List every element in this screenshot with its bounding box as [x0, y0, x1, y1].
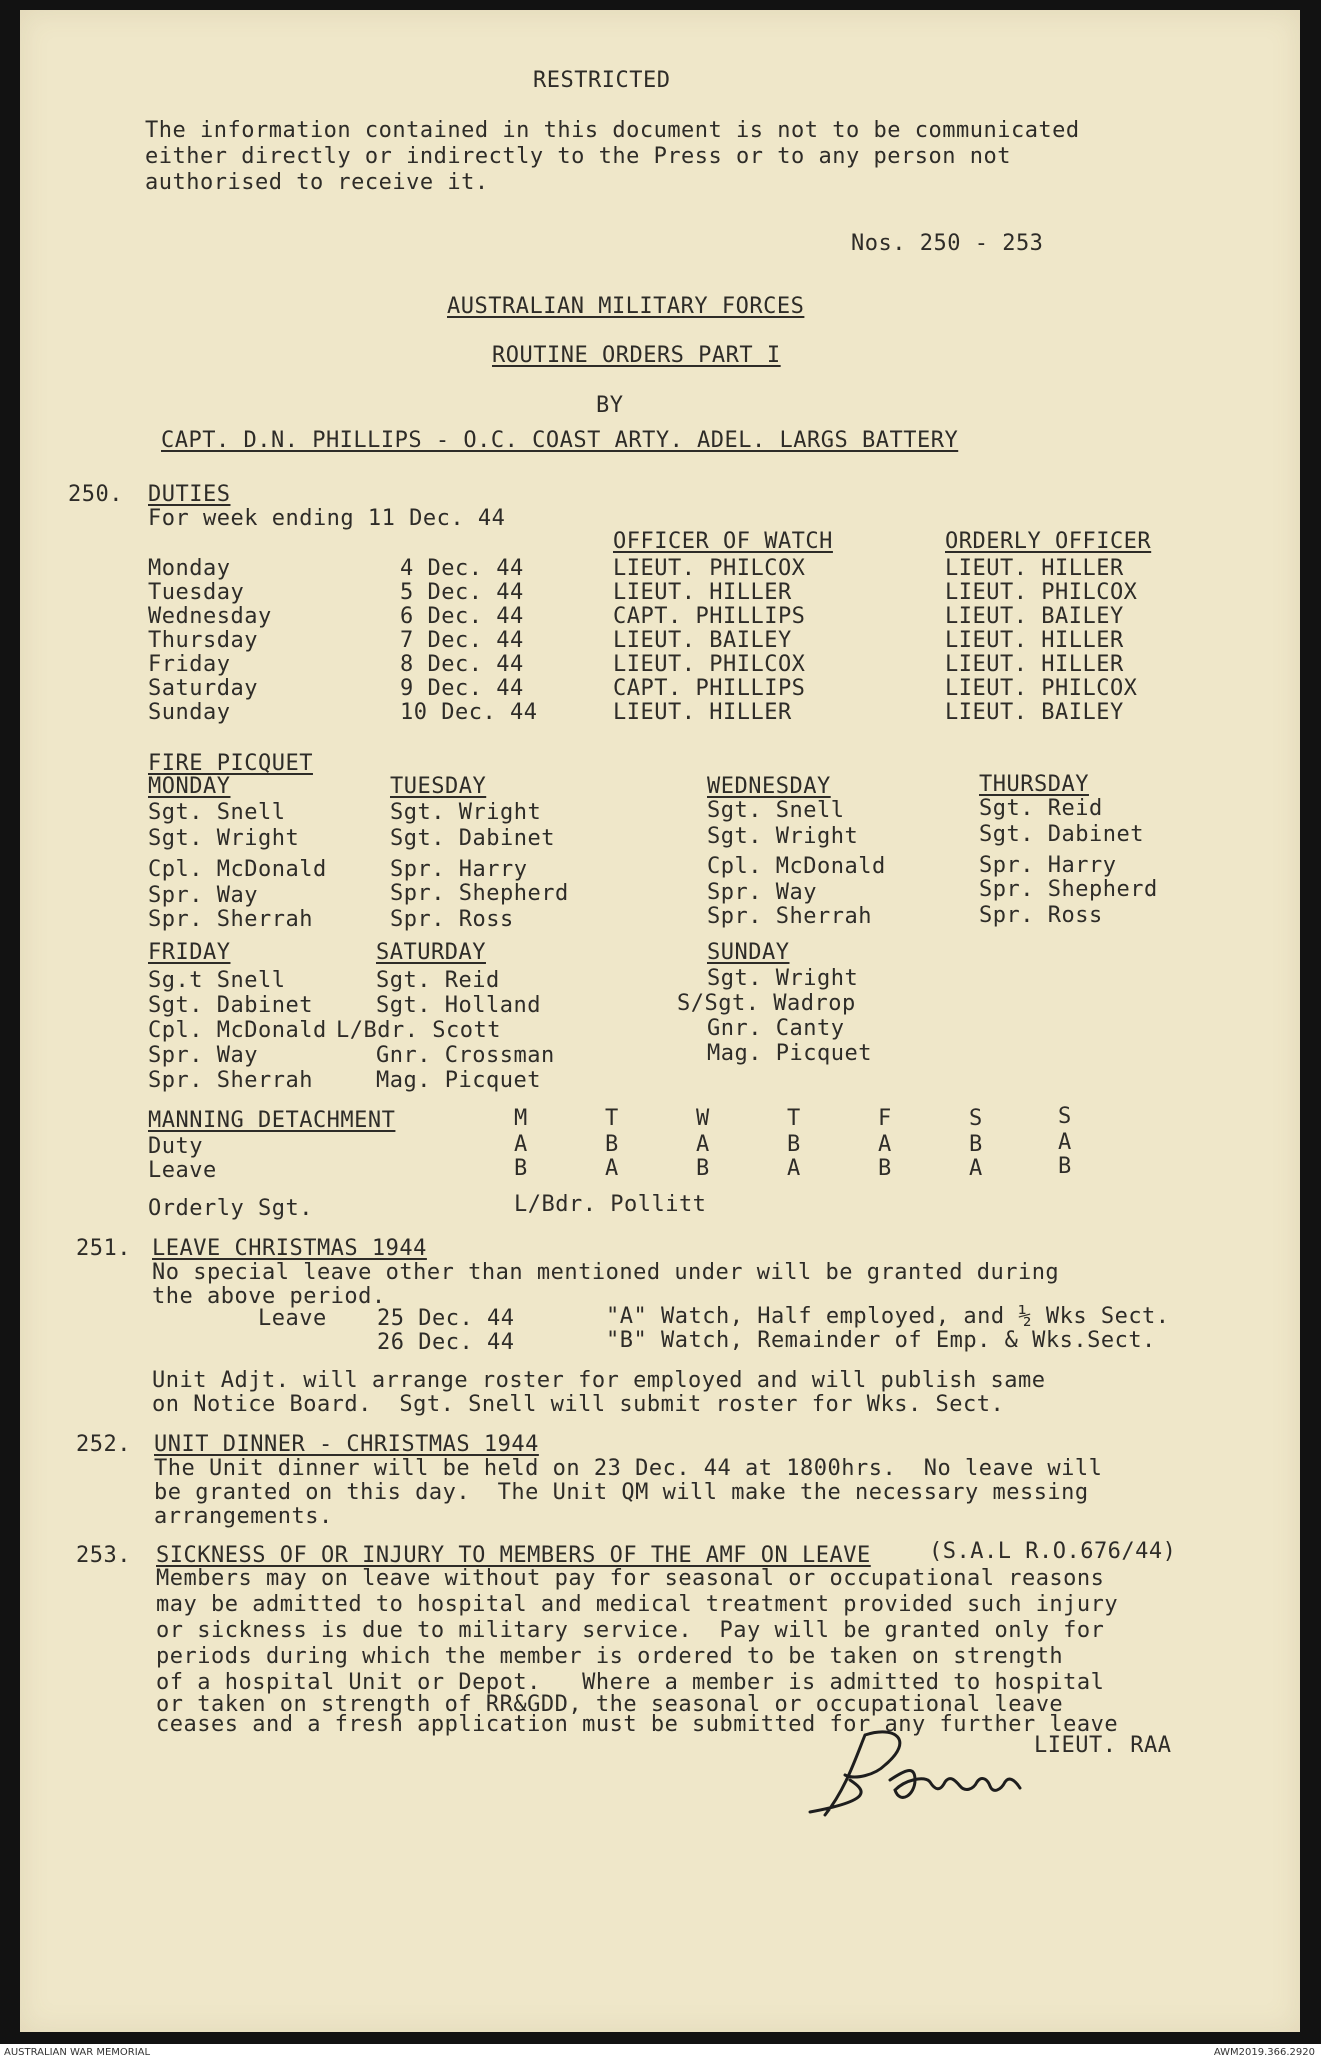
duty-cell: B — [787, 1132, 801, 1157]
manning-detachment-title: MANNING DETACHMENT — [148, 1108, 396, 1133]
signatory-rank: LIEUT. RAA — [1034, 1733, 1172, 1758]
picquet-member: Mag. Picquet — [376, 1068, 541, 1093]
picquet-member: Sgt. Holland — [376, 993, 541, 1018]
duty-day: Saturday — [148, 676, 258, 701]
duty-day: Friday — [148, 652, 231, 677]
section-text: on Notice Board. Sgt. Snell will submit roster for Wks. Sect. — [152, 1392, 1005, 1417]
leave-date: 26 Dec. 44 — [377, 1330, 515, 1355]
footer-institution: AUSTRALIAN WAR MEMORIAL — [4, 2047, 151, 2058]
picquet-member: Sg.t Snell — [148, 968, 286, 993]
leave-cell: A — [605, 1156, 619, 1181]
leave-cell: B — [1058, 1154, 1072, 1179]
section-text: or taken on strength of RR&GDD, the seasonal or occupational leave — [156, 1692, 1064, 1717]
picquet-member: Cpl. McDonald — [148, 1018, 327, 1043]
duty-date: 10 Dec. 44 — [400, 700, 538, 725]
duty-cell: A — [514, 1132, 528, 1157]
leave-label: Leave — [148, 1158, 217, 1183]
section-reference: (S.A.L R.O.676/44) — [929, 1539, 1177, 1564]
picquet-member: Cpl. McDonald — [148, 857, 327, 882]
duty-cell: B — [969, 1132, 983, 1157]
picquet-member: Sgt. Snell — [148, 800, 286, 825]
manning-day: T — [787, 1106, 801, 1131]
picquet-member: L/Bdr. Scott — [336, 1018, 501, 1043]
notice-line-3: authorised to receive it. — [145, 170, 489, 195]
duty-date: 7 Dec. 44 — [400, 628, 524, 653]
picquet-member: Sgt. Reid — [376, 968, 500, 993]
picquet-member: Spr. Sherrah — [148, 907, 313, 932]
duty-cell: B — [605, 1132, 619, 1157]
duty-orderly: LIEUT. HILLER — [945, 628, 1124, 653]
section-text: Unit Adjt. will arrange roster for employed and will publish same — [152, 1368, 1046, 1393]
picquet-day: THURSDAY — [979, 772, 1089, 797]
duty-date: 5 Dec. 44 — [400, 580, 524, 605]
picquet-member: Spr. Ross — [390, 907, 514, 932]
leave-date: 25 Dec. 44 — [377, 1306, 515, 1331]
picquet-day: WEDNESDAY — [707, 774, 831, 799]
document-numbers: Nos. 250 - 253 — [851, 231, 1044, 256]
picquet-member: Spr. Way — [148, 1043, 258, 1068]
section-text: be granted on this day. The Unit QM will make the necessary messing — [154, 1480, 1089, 1505]
picquet-member: Spr. Shepherd — [979, 877, 1158, 902]
section-number-251: 251. — [76, 1236, 131, 1261]
picquet-day: MONDAY — [148, 774, 231, 799]
duty-officer: LIEUT. BAILEY — [613, 628, 792, 653]
orderly-sgt: L/Bdr. Pollitt — [514, 1192, 707, 1217]
duty-officer: LIEUT. HILLER — [613, 700, 792, 725]
section-text: The Unit dinner will be held on 23 Dec. 44 at 1800hrs. No leave will — [154, 1456, 1103, 1481]
picquet-member: Sgt. Wright — [390, 800, 542, 825]
column-orderly-officer: ORDERLY OFFICER — [945, 529, 1152, 554]
picquet-member: Sgt. Wright — [148, 826, 300, 851]
classification: RESTRICTED — [533, 68, 671, 93]
picquet-member: Spr. Harry — [979, 853, 1117, 878]
duty-cell: A — [1058, 1130, 1072, 1155]
picquet-member: Sgt. Dabinet — [148, 993, 313, 1018]
manning-day: S — [969, 1106, 983, 1131]
picquet-member: Sgt. Dabinet — [979, 822, 1144, 847]
duty-officer: CAPT. PHILLIPS — [613, 604, 806, 629]
leave-detail: "B" Watch, Remainder of Emp. & Wks.Sect. — [606, 1328, 1156, 1353]
section-text: the above period. — [152, 1284, 386, 1309]
duty-date: 4 Dec. 44 — [400, 556, 524, 581]
section-title-sickness: SICKNESS OF OR INJURY TO MEMBERS OF THE AMF ON LEAVE — [156, 1543, 871, 1568]
picquet-member: Mag. Picquet — [707, 1041, 872, 1066]
picquet-member: Spr. Ross — [979, 903, 1103, 928]
orderly-sgt-label: Orderly Sgt. — [148, 1196, 313, 1221]
duty-officer: CAPT. PHILLIPS — [613, 676, 806, 701]
picquet-member: Spr. Sherrah — [148, 1068, 313, 1093]
duty-orderly: LIEUT. PHILCOX — [945, 676, 1138, 701]
section-number-250: 250. — [68, 482, 123, 507]
duty-cell: A — [696, 1132, 710, 1157]
picquet-member: Spr. Sherrah — [707, 904, 872, 929]
duty-officer: LIEUT. PHILCOX — [613, 556, 806, 581]
picquet-member: Sgt. Wright — [707, 966, 859, 991]
picquet-member: Spr. Way — [148, 883, 258, 908]
duty-officer: LIEUT. PHILCOX — [613, 652, 806, 677]
manning-day: M — [514, 1106, 528, 1131]
duty-orderly: LIEUT. HILLER — [945, 652, 1124, 677]
duty-day: Thursday — [148, 628, 258, 653]
leave-cell: A — [969, 1156, 983, 1181]
section-title-leave: LEAVE CHRISTMAS 1944 — [152, 1236, 427, 1261]
section-title-duties: DUTIES — [148, 482, 231, 507]
notice-line-2: either directly or indirectly to the Press or to any person not — [145, 144, 1011, 169]
section-text: periods during which the member is ordered to be taken on strength — [156, 1644, 1064, 1669]
footer-bar — [0, 2044, 1321, 2061]
duty-orderly: LIEUT. BAILEY — [945, 700, 1124, 725]
duty-orderly: LIEUT. PHILCOX — [945, 580, 1138, 605]
duty-date: 8 Dec. 44 — [400, 652, 524, 677]
section-title-dinner: UNIT DINNER - CHRISTMAS 1944 — [154, 1432, 539, 1457]
duty-day: Sunday — [148, 700, 231, 725]
picquet-member: Spr. Harry — [390, 857, 528, 882]
notice-line-1: The information contained in this document is not to be communicated — [145, 118, 1080, 143]
picquet-day: FRIDAY — [148, 940, 231, 965]
picquet-member: Cpl. McDonald — [707, 854, 886, 879]
fire-picquet-title: FIRE PICQUET — [148, 751, 313, 776]
picquet-member: Sgt. Reid — [979, 796, 1103, 821]
duty-day: Wednesday — [148, 604, 272, 629]
picquet-day: SUNDAY — [707, 940, 790, 965]
leave-cell: B — [878, 1156, 892, 1181]
week-ending: For week ending 11 Dec. 44 — [148, 506, 506, 531]
duty-orderly: LIEUT. BAILEY — [945, 604, 1124, 629]
picquet-member: Sgt. Snell — [707, 798, 845, 823]
picquet-member: Sgt. Wright — [707, 824, 859, 849]
section-text: of a hospital Unit or Depot. Where a member is admitted to hospital — [156, 1670, 1105, 1695]
picquet-member: Spr. Shepherd — [390, 881, 569, 906]
duty-orderly: LIEUT. HILLER — [945, 556, 1124, 581]
manning-day: F — [878, 1106, 892, 1131]
section-text: arrangements. — [154, 1504, 333, 1529]
duty-cell: A — [878, 1132, 892, 1157]
manning-day: S — [1058, 1104, 1072, 1129]
picquet-member: Spr. Way — [707, 880, 817, 905]
picquet-day: SATURDAY — [376, 940, 486, 965]
manning-day: T — [605, 1106, 619, 1131]
handwritten-signature — [805, 1720, 1045, 1830]
picquet-member: S/Sgt. Wadrop — [677, 991, 856, 1016]
organisation: AUSTRALIAN MILITARY FORCES — [447, 294, 805, 319]
author-line: CAPT. D.N. PHILLIPS - O.C. COAST ARTY. ADEL. LARGS BATTERY — [161, 428, 959, 453]
leave-label: Leave — [258, 1306, 327, 1331]
picquet-member: Sgt. Dabinet — [390, 826, 555, 851]
document-title: ROUTINE ORDERS PART I — [492, 343, 781, 368]
section-number-252: 252. — [76, 1432, 131, 1457]
by-label: BY — [596, 393, 624, 418]
section-text: or sickness is due to military service. Pay will be granted only for — [156, 1618, 1105, 1643]
duty-officer: LIEUT. HILLER — [613, 580, 792, 605]
duty-day: Tuesday — [148, 580, 245, 605]
section-text: Members may on leave without pay for seasonal or occupational reasons — [156, 1566, 1105, 1591]
manning-day: W — [696, 1106, 710, 1131]
duty-date: 9 Dec. 44 — [400, 676, 524, 701]
leave-detail: "A" Watch, Half employed, and ½ Wks Sect. — [606, 1304, 1170, 1329]
section-number-253: 253. — [76, 1543, 131, 1568]
duty-label: Duty — [148, 1134, 203, 1159]
section-text: No special leave other than mentioned under will be granted during — [152, 1260, 1060, 1285]
duty-date: 6 Dec. 44 — [400, 604, 524, 629]
leave-cell: B — [514, 1156, 528, 1181]
leave-cell: A — [787, 1156, 801, 1181]
duty-day: Monday — [148, 556, 231, 581]
picquet-member: Gnr. Crossman — [376, 1043, 555, 1068]
column-officer-of-watch: OFFICER OF WATCH — [613, 529, 833, 554]
section-text: ceases and a fresh application must be submitted for any further leave — [156, 1712, 1119, 1737]
section-text: may be admitted to hospital and medical treatment provided such injury — [156, 1592, 1119, 1617]
picquet-day: TUESDAY — [390, 774, 487, 799]
leave-cell: B — [696, 1156, 710, 1181]
footer-accession: AWM2019.366.2920 — [1213, 2047, 1315, 2058]
picquet-member: Gnr. Canty — [707, 1016, 845, 1041]
